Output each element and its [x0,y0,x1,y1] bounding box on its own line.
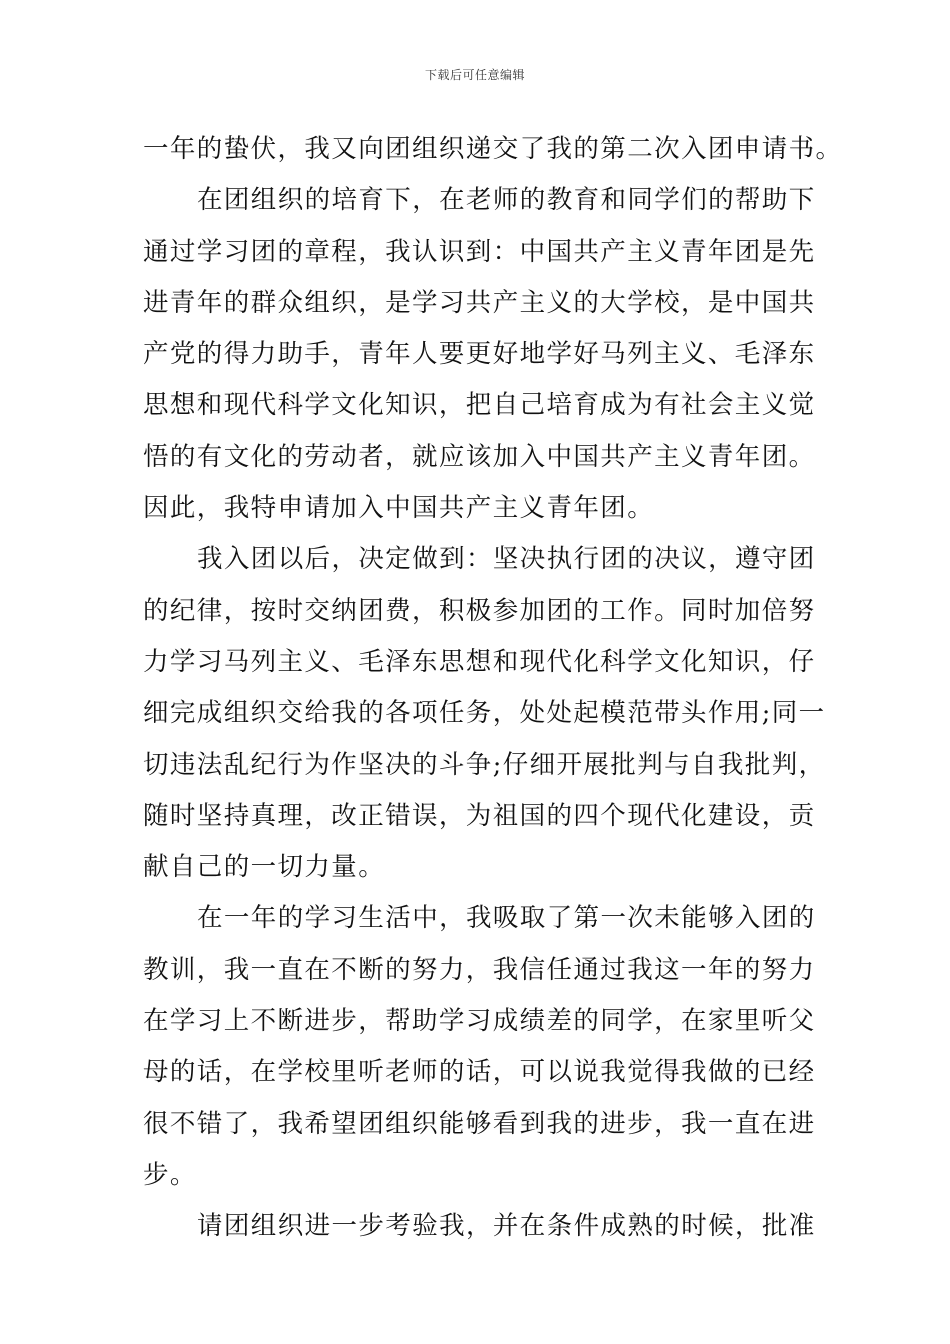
text-line: 思想和现代科学文化知识，把自己培育成为有社会主义觉 [143,390,816,421]
text-line: 进青年的群众组织，是学习共产主义的大学校，是中国共 [143,287,816,318]
text-line: 的纪律，按时交纳团费，积极参加团的工作。同时加倍努 [143,595,816,626]
text-line: 请团组织进一步考验我，并在条件成熟的时候，批准 [197,1211,816,1242]
text-line: 一年的蛰伏，我又向团组织递交了我的第二次入团申请书。 [143,134,843,164]
text-line: 力学习马列主义、毛泽东思想和现代化科学文化知识，仔 [143,646,816,677]
text-line: 产党的得力助手，青年人要更好地学好马列主义、毛泽东 [143,339,816,370]
text-line: 因此，我特申请加入中国共产主义青年团。 [143,493,655,524]
text-line: 很不错了，我希望团组织能够看到我的进步，我一直在进 [143,1108,816,1139]
text-line: 步。 [143,1159,197,1190]
text-line: 母的话，在学校里听老师的话，可以说我觉得我做的已经 [143,1057,816,1088]
text-line: 我入团以后，决定做到：坚决执行团的决议，遵守团 [197,544,816,575]
text-line: 献自己的一切力量。 [143,852,386,883]
text-line: 悟的有文化的劳动者，就应该加入中国共产主义青年团。 [143,441,816,472]
text-line: 通过学习团的章程，我认识到：中国共产主义青年团是先 [143,236,816,267]
text-line: 切违法乱纪行为作坚决的斗争;仔细开展批判与自我批判， [143,749,826,780]
text-line: 在一年的学习生活中，我吸取了第一次未能够入团的 [197,903,816,934]
text-line: 在团组织的培育下，在老师的教育和同学们的帮助下 [197,185,816,216]
text-line: 教训，我一直在不断的努力，我信任通过我这一年的努力 [143,954,816,985]
document-body [143,124,843,1253]
text-line: 细完成组织交给我的各项任务，处处起模范带头作用;同一 [143,698,826,729]
text-line: 在学习上不断进步，帮助学习成绩差的同学，在家里听父 [143,1006,816,1037]
text-line: 随时坚持真理，改正错误，为祖国的四个现代化建设，贡 [143,800,816,831]
page-header: 下载后可任意编辑 [424,68,525,82]
